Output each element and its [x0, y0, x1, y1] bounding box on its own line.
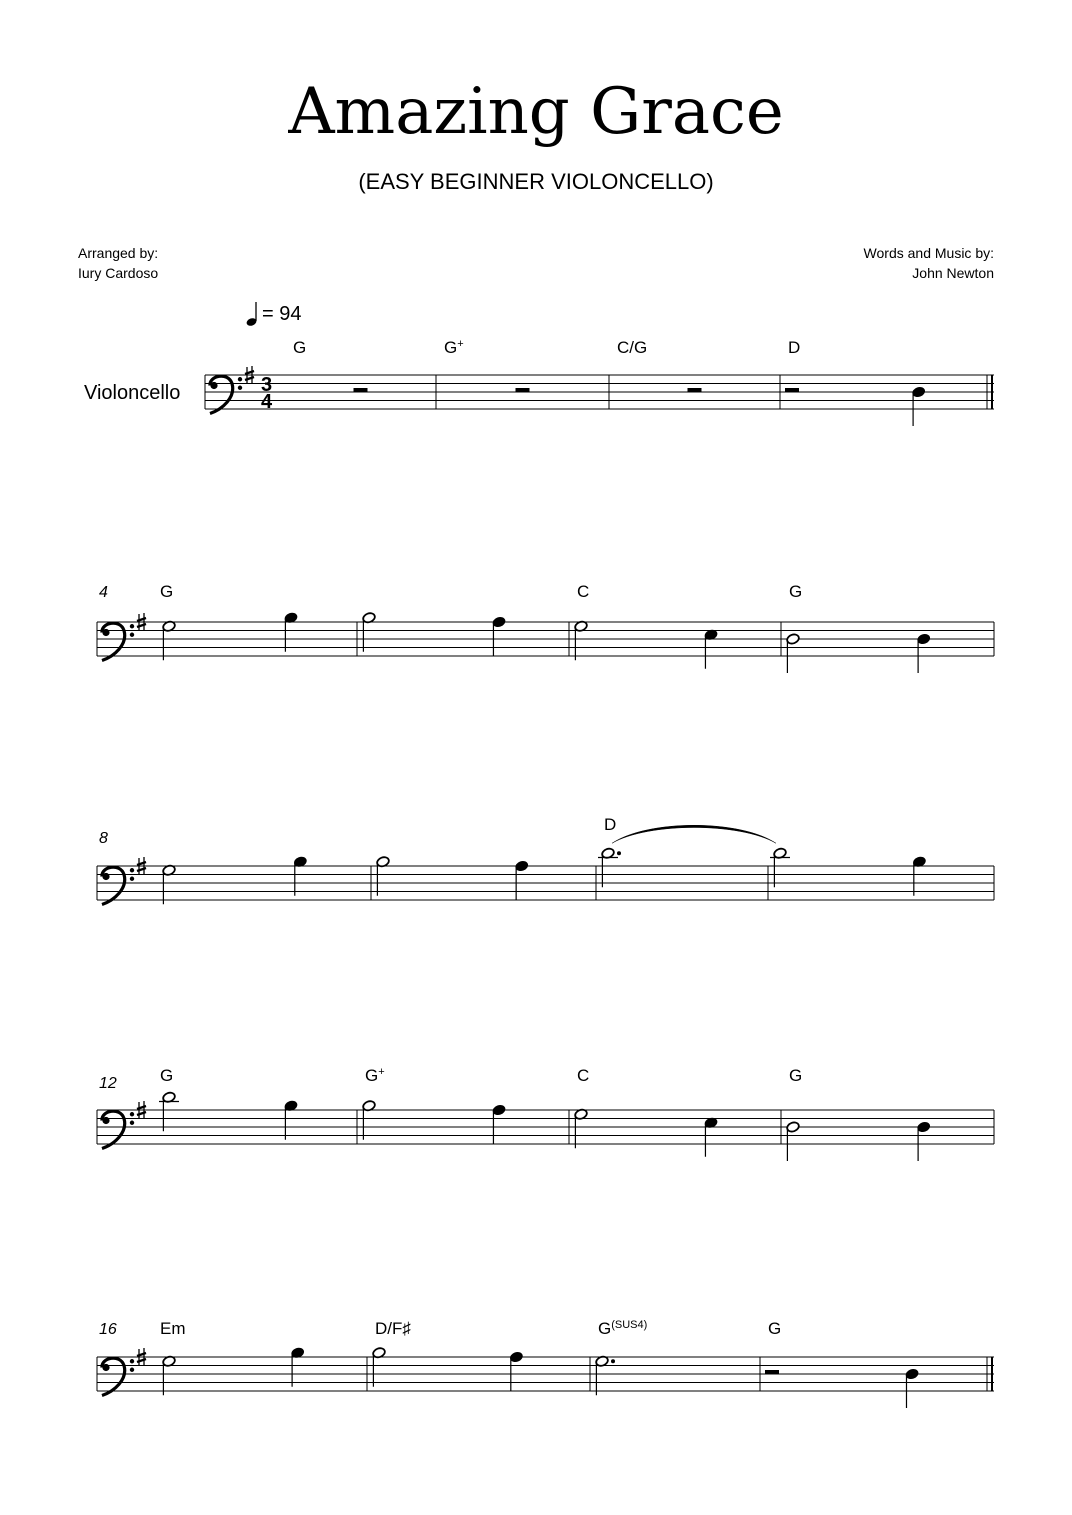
- half-rest: [354, 388, 368, 392]
- bass-clef-dot: [238, 386, 242, 390]
- notehead: [509, 1351, 523, 1363]
- notehead: [492, 616, 506, 628]
- bass-clef-dot: [130, 877, 134, 881]
- notehead: [917, 1121, 931, 1133]
- bass-clef-dot: [102, 873, 109, 880]
- bass-clef-dot: [130, 624, 134, 628]
- bass-clef-dot: [130, 868, 134, 872]
- bass-clef-dot: [130, 1368, 134, 1372]
- instrument-name: Violoncello: [84, 382, 181, 404]
- chord-suffix: +: [457, 338, 464, 350]
- chord-symbol: D/F♯: [375, 1319, 411, 1338]
- bass-clef-dot: [238, 377, 242, 381]
- tie: [612, 825, 776, 843]
- chord-symbol: C/G: [617, 338, 648, 357]
- bass-clef-curve: [102, 867, 125, 904]
- half-rest: [765, 1370, 779, 1374]
- chord-symbol: C: [577, 582, 590, 601]
- staff-system: [97, 1066, 994, 1161]
- staff-system: [205, 338, 994, 426]
- measure-number: 8: [99, 830, 108, 847]
- bass-clef-dot: [102, 1117, 109, 1124]
- composer-name: John Newton: [912, 265, 994, 281]
- chord-symbol: G: [789, 582, 803, 601]
- bass-clef-dot: [130, 1359, 134, 1363]
- chord-symbol: G: [789, 1066, 803, 1085]
- augmentation-dot: [611, 1359, 615, 1363]
- chord-symbol: G+: [444, 338, 464, 357]
- measure-number: 4: [99, 584, 108, 601]
- notehead: [786, 1121, 800, 1133]
- page-title: Amazing Grace: [288, 75, 784, 149]
- staff-system: [97, 1319, 994, 1408]
- time-signature-digit: 4: [261, 391, 273, 413]
- chord-symbol: D: [604, 815, 617, 834]
- bass-clef-dot: [102, 629, 109, 636]
- notehead: [786, 633, 800, 645]
- chord-symbol: $G^{(SUS4)}$: [598, 1319, 648, 1338]
- half-rest: [785, 388, 799, 392]
- bass-clef-curve: [102, 1358, 125, 1395]
- bass-clef-curve: [102, 623, 125, 660]
- time-signature: [261, 374, 273, 413]
- measure-number: 16: [99, 1321, 117, 1338]
- half-rest: [516, 388, 530, 392]
- bass-clef-dot: [130, 1112, 134, 1116]
- bass-clef-dot: [210, 382, 217, 389]
- notehead: [515, 860, 529, 872]
- half-rest: [688, 388, 702, 392]
- bass-clef-dot: [130, 1121, 134, 1125]
- chord-symbol: G: [160, 1066, 174, 1085]
- bass-clef-curve: [102, 1111, 125, 1148]
- notehead: [492, 1104, 506, 1116]
- chord-symbol: D: [788, 338, 801, 357]
- chord-suffix: +: [378, 1066, 385, 1078]
- chord-symbol: Em: [160, 1319, 186, 1338]
- arranger-name: Iury Cardoso: [78, 265, 159, 281]
- notehead: [917, 633, 931, 645]
- page-subtitle: (EASY BEGINNER VIOLONCELLO): [358, 169, 714, 194]
- staff-system: [97, 815, 994, 905]
- chord-symbol: G: [768, 1319, 782, 1338]
- staff-system: [97, 582, 994, 673]
- bass-clef-curve: [210, 376, 233, 413]
- notehead: [912, 386, 926, 398]
- arranger-label: Arranged by:: [78, 245, 159, 261]
- measure-number: 12: [99, 1075, 117, 1092]
- time-signature-digit: 3: [261, 374, 273, 396]
- augmentation-dot: [617, 851, 621, 855]
- bass-clef-dot: [130, 633, 134, 637]
- chord-symbol: G: [293, 338, 307, 357]
- bass-clef-dot: [102, 1364, 109, 1371]
- notehead: [905, 1368, 919, 1380]
- chord-symbol: G: [160, 582, 174, 601]
- tempo-value: = 94: [262, 303, 302, 325]
- chord-symbol: G+: [365, 1066, 385, 1085]
- chord-symbol: C: [577, 1066, 590, 1085]
- composer-label: Words and Music by:: [863, 245, 994, 261]
- chord-suffix: (SUS4): [611, 1319, 648, 1331]
